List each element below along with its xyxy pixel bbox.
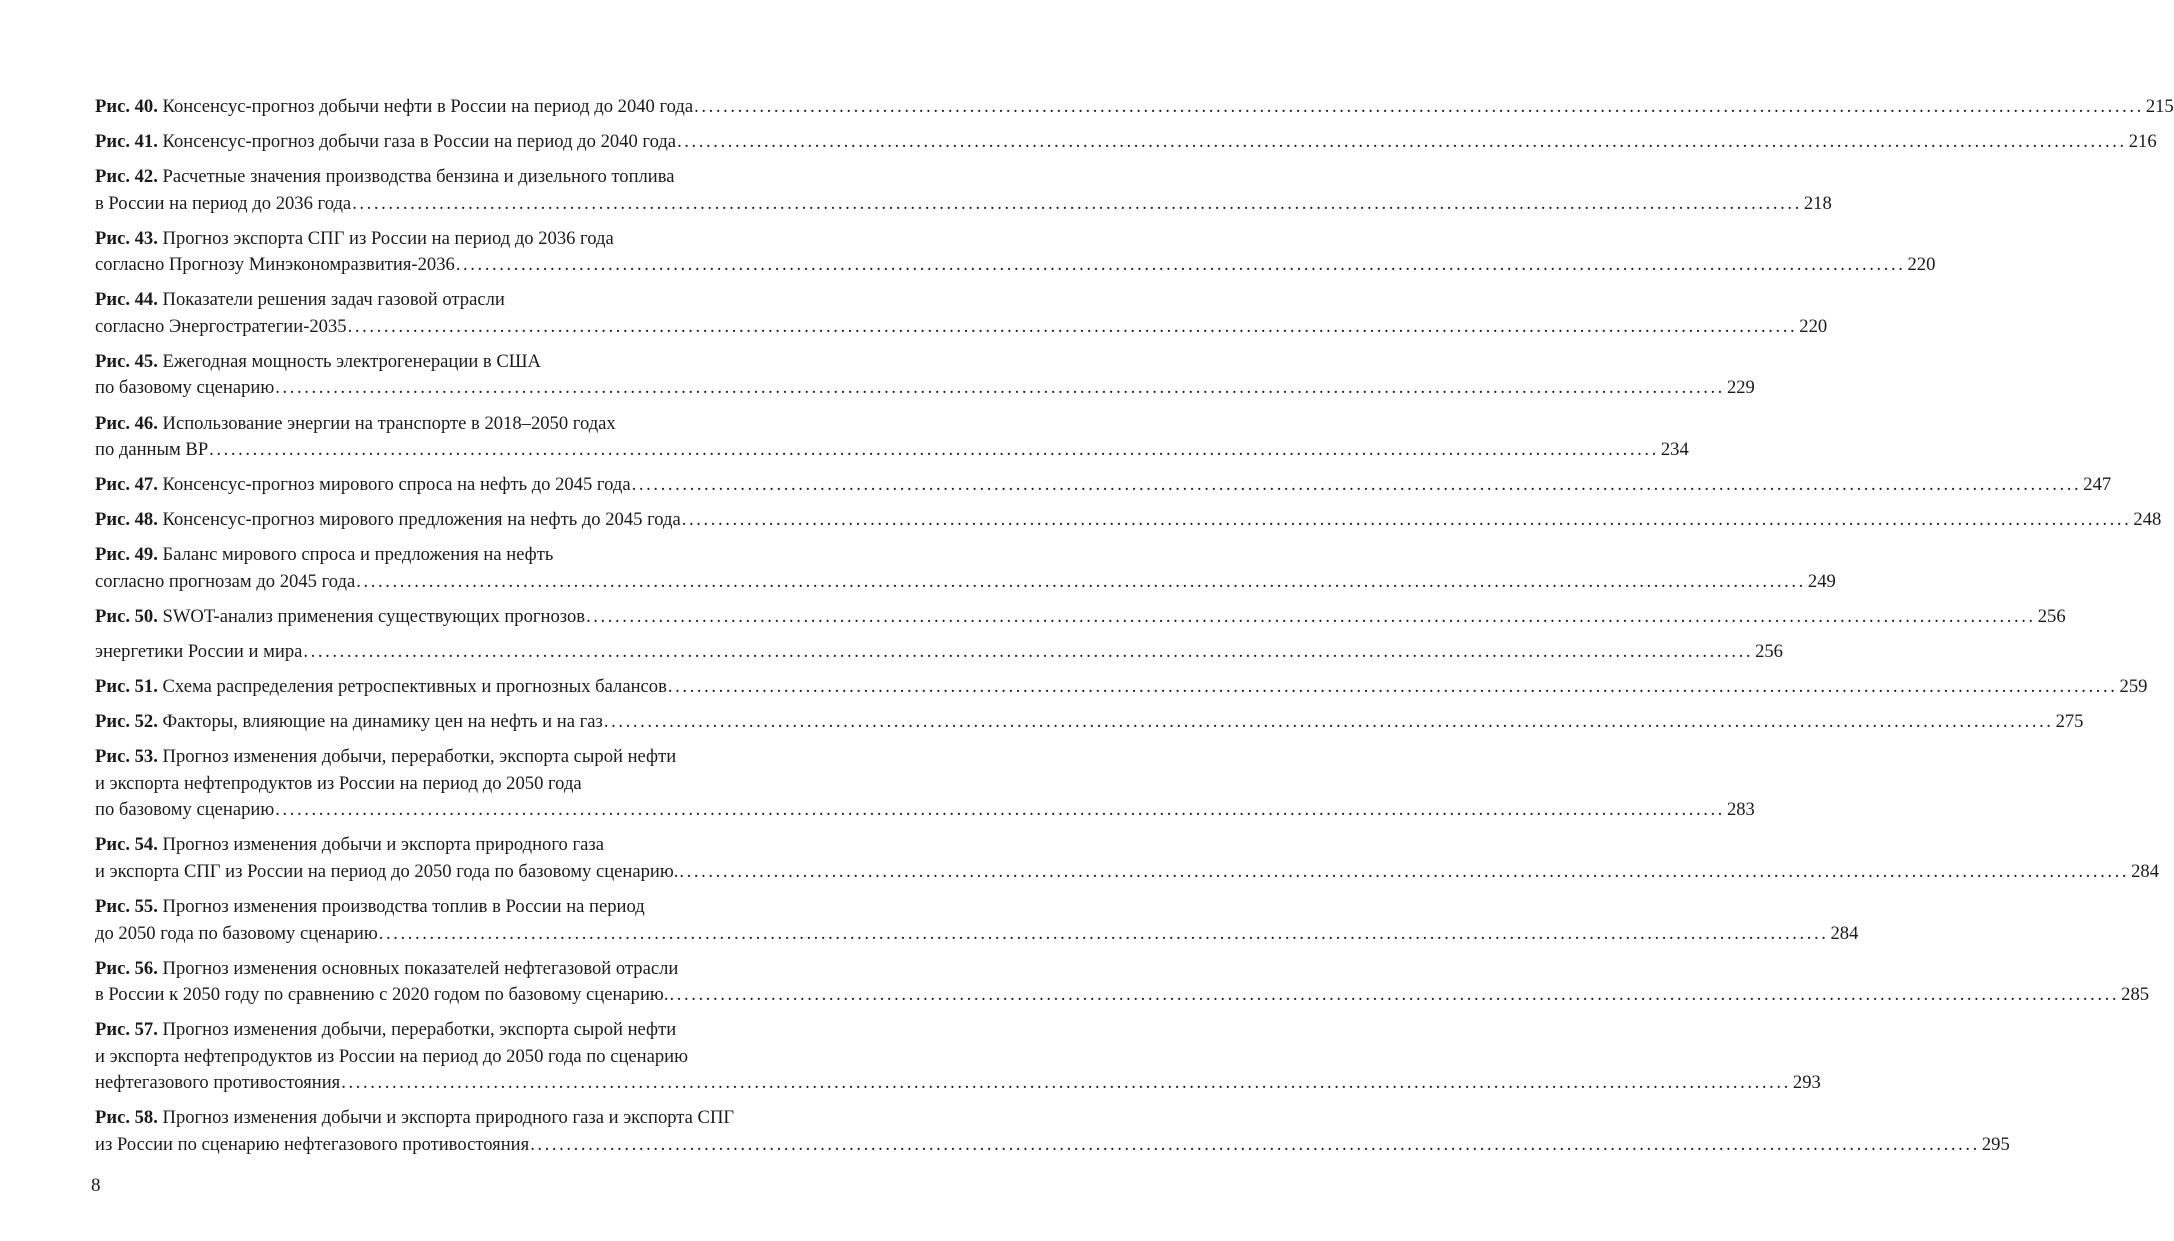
entry-title: Использование энергии на транспорте в 2018–2050 годах (162, 412, 616, 434)
page-ref: 284 (2131, 860, 2159, 882)
toc-entry-line (95, 956, 781, 983)
page-ref: 220 (1907, 254, 1936, 276)
toc-entry[interactable] (95, 507, 2162, 534)
entry-title: в России на период до 2036 года (95, 192, 352, 214)
toc-entry-line (95, 569, 1836, 596)
figure-label: Рис. 43. (95, 227, 158, 249)
figure-label: Рис. 57. (95, 1019, 158, 1041)
dot-leader: ........................................................................................................................................................................................................ (341, 1072, 1791, 1094)
entry-title: Ежегодная мощность электрогенерации в США (162, 350, 541, 372)
page-ref: 283 (1726, 799, 1755, 821)
entry-title: Прогноз экспорта СПГ из России на период до 2036 года (162, 227, 614, 249)
page-ref: 295 (1981, 1133, 2010, 1155)
dot-leader: ........................................................................................................................................................................................................ (603, 711, 2054, 733)
page-ref: 248 (2133, 509, 2162, 531)
dot-leader: ........................................................................................................................................................................................................ (669, 984, 2120, 1006)
toc-entry-line (95, 859, 2159, 886)
entry-title: Прогноз изменения добычи, переработки, экспорта сырой нефти (162, 1019, 677, 1041)
dot-leader: ........................................................................................................................................................................................................ (681, 509, 2132, 531)
toc-entry-line (95, 921, 1859, 948)
entry-title: Прогноз изменения добычи и экспорта природного газа и экспорта СПГ (162, 1107, 735, 1129)
page-ref: 247 (2083, 474, 2112, 496)
toc-entry-line (95, 744, 781, 771)
toc-entry-line (95, 349, 781, 376)
entry-title: по базовому сценарию (95, 799, 275, 821)
entry-title: до 2050 года по базовому сценарию (95, 922, 378, 944)
figure-label: Рис. 49. (95, 544, 158, 566)
entry-title: нефтегазового противостояния (95, 1072, 341, 1094)
figure-label: Рис. 56. (95, 957, 158, 979)
toc-entry-line (95, 191, 1832, 218)
toc-entry-line (95, 832, 781, 859)
toc-entry[interactable] (95, 1105, 2010, 1158)
toc-entry[interactable] (95, 744, 1755, 824)
entry-title: Консенсус-прогноз мирового предложения на нефть до 2045 года (162, 509, 681, 531)
figure-label: Рис. 55. (95, 896, 158, 917)
dot-leader: ........................................................................................................................................................................................................ (694, 96, 2144, 117)
figure-label: Рис. 51. (95, 676, 158, 698)
dot-leader: ........................................................................................................................................................................................................ (667, 676, 2118, 698)
dot-leader: ........................................................................................................................................................................................................ (530, 1133, 1980, 1155)
toc-entry[interactable] (95, 411, 1689, 464)
entry-title: Прогноз изменения производства топлив в России на период (162, 896, 645, 917)
page-ref: 220 (1799, 315, 1828, 337)
list-of-figures (95, 94, 2174, 1167)
toc-entry-line (95, 411, 781, 438)
dot-leader: ........................................................................................................................................................................................................ (303, 641, 1754, 663)
dot-leader: ........................................................................................................................................................................................................ (455, 254, 1906, 276)
figure-label: Рис. 40. (95, 96, 158, 117)
figure-label: Рис. 54. (95, 834, 158, 856)
toc-entry-line (95, 771, 781, 798)
entry-title: Баланс мирового спроса и предложения на нефть (162, 544, 554, 566)
page-ref: 275 (2055, 711, 2084, 733)
toc-entry[interactable] (95, 1017, 1821, 1097)
toc-entry[interactable] (95, 604, 2066, 631)
toc-entry-line (95, 542, 781, 569)
entry-title: SWOT-анализ применения существующих прогнозов (162, 605, 586, 627)
entry-title: согласно Прогнозу Минэкономразвития-2036 (95, 254, 455, 276)
figure-label: Рис. 46. (95, 412, 158, 434)
toc-entry-line (95, 894, 781, 921)
page-ref: 285 (2121, 984, 2150, 1006)
toc-entry[interactable] (95, 956, 2150, 1009)
toc-entry-line (95, 1105, 781, 1132)
entry-title: Прогноз изменения добычи, переработки, экспорта сырой нефти (162, 746, 677, 768)
toc-entry-line (95, 287, 781, 314)
dot-leader: ........................................................................................................................................................................................................ (378, 922, 1829, 944)
entry-title: Прогноз изменения добычи и экспорта природного газа (162, 834, 604, 856)
entry-title: в России к 2050 году по сравнению с 2020 годом по базовому сценарию. (95, 984, 669, 1006)
toc-entry-line (95, 314, 1828, 341)
entry-title: Консенсус-прогноз добычи нефти в России на период до 2040 года (162, 96, 694, 117)
figure-label: Рис. 52. (95, 711, 158, 733)
dot-leader: ........................................................................................................................................................................................................ (631, 474, 2082, 496)
figure-label: Рис. 42. (95, 166, 158, 188)
toc-entry[interactable] (95, 894, 1859, 947)
entry-title: и экспорта нефтепродуктов из России на период до 2050 года (95, 772, 582, 794)
entry-title: согласно Энергостратегии-2035 (95, 315, 347, 337)
toc-entry[interactable] (95, 94, 2174, 121)
entry-title: энергетики России и мира (95, 641, 303, 663)
toc-entry-line (95, 1132, 2010, 1159)
toc-entry[interactable] (95, 674, 2148, 701)
toc-entry-line (95, 129, 2157, 156)
entry-title: и экспорта СПГ из России на период до 2050 года по базовому сценарию. (95, 860, 679, 882)
toc-entry-line (95, 252, 1936, 279)
entry-title: Схема распределения ретроспективных и прогнозных балансов (162, 676, 667, 698)
page-ref: 256 (1755, 641, 1783, 663)
entry-title: Показатели решения задач газовой отрасли (162, 289, 505, 311)
dot-leader: ........................................................................................................................................................................................................ (679, 860, 2130, 882)
toc-entry-line (95, 472, 2112, 499)
page-ref: 249 (1807, 570, 1836, 592)
entry-title: Расчетные значения производства бензина и дизельного топлива (162, 166, 675, 188)
entry-title: и экспорта нефтепродуктов из России на период до 2050 года по сценарию (95, 1045, 689, 1067)
toc-entry[interactable] (95, 639, 1783, 666)
entry-title: из России по сценарию нефтегазового противостояния (95, 1133, 530, 1155)
dot-leader: ........................................................................................................................................................................................................ (347, 315, 1798, 337)
figure-label: Рис. 50. (95, 605, 158, 627)
dot-leader: ........................................................................................................................................................................................................ (677, 131, 2127, 153)
toc-entry[interactable] (95, 129, 2157, 156)
page-ref: 284 (1830, 922, 1859, 944)
entry-title: по данным BP (95, 439, 209, 461)
toc-entry-line (95, 164, 781, 191)
entry-title: по базовому сценарию (95, 377, 275, 399)
dot-leader: ........................................................................................................................................................................................................ (209, 439, 1659, 461)
toc-entry[interactable] (95, 832, 2159, 885)
toc-entry[interactable] (95, 226, 1936, 279)
figure-label: Рис. 44. (95, 289, 158, 311)
figure-label: Рис. 45. (95, 350, 158, 372)
toc-entry-line (95, 1017, 781, 1044)
toc-entry[interactable] (95, 349, 1755, 402)
page-ref: 216 (2128, 131, 2157, 153)
toc-entry-line (95, 94, 2174, 121)
dot-leader: ........................................................................................................................................................................................................ (352, 192, 1802, 214)
toc-entry-line (95, 639, 1783, 666)
page-ref: 218 (1803, 192, 1832, 214)
page-number: 8 (91, 1175, 101, 1196)
dot-leader: ........................................................................................................................................................................................................ (586, 605, 2036, 627)
toc-entry[interactable] (95, 542, 1836, 595)
figure-label: Рис. 41. (95, 131, 158, 153)
dot-leader: ........................................................................................................................................................................................................ (356, 570, 1806, 592)
page-ref: 234 (1660, 439, 1689, 461)
toc-entry-line (95, 604, 2066, 631)
toc-entry-line (95, 1070, 1821, 1097)
figure-label: Рис. 53. (95, 746, 158, 768)
toc-entry[interactable] (95, 287, 1828, 340)
toc-entry-line (95, 507, 2162, 534)
toc-entry-line (95, 1044, 781, 1071)
toc-entry-line (95, 375, 1755, 402)
page-ref: 259 (2119, 676, 2148, 698)
toc-entry[interactable] (95, 164, 1832, 217)
entry-title: Консенсус-прогноз добычи газа в России на период до 2040 года (162, 131, 677, 153)
page-ref: 293 (1792, 1072, 1821, 1094)
toc-entry-line (95, 709, 2084, 736)
page-ref: 256 (2037, 605, 2066, 627)
page-ref: 215 (2145, 96, 2174, 117)
entry-title: Прогноз изменения основных показателей нефтегазовой отрасли (162, 957, 679, 979)
dot-leader: ........................................................................................................................................................................................................ (275, 377, 1725, 399)
figure-label: Рис. 58. (95, 1107, 158, 1129)
toc-entry-line (95, 674, 2148, 701)
entry-title: согласно прогнозам до 2045 года (95, 570, 356, 592)
toc-entry-line (95, 437, 1689, 464)
figure-label: Рис. 47. (95, 474, 158, 496)
toc-entry[interactable] (95, 472, 2112, 499)
entry-title: Факторы, влияющие на динамику цен на нефть и на газ (162, 711, 603, 733)
dot-leader: ........................................................................................................................................................................................................ (275, 799, 1725, 821)
toc-entry-line (95, 226, 781, 253)
toc-entry[interactable] (95, 709, 2084, 736)
entry-title: Консенсус-прогноз мирового спроса на нефть до 2045 года (162, 474, 631, 496)
figure-label: Рис. 48. (95, 509, 158, 531)
toc-entry-line (95, 982, 2150, 1009)
page-ref: 229 (1726, 377, 1755, 399)
toc-entry-line (95, 797, 1755, 824)
